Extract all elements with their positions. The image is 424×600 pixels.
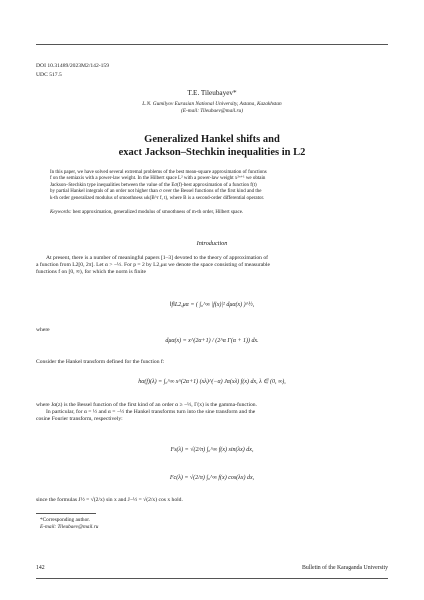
intro-paragraph	[36, 255, 388, 277]
journal-name: Bulletin of the Karaganda University	[302, 565, 388, 571]
abstract-line: k-th order generalized modulus of smoothness ωk(B^r f, t), where B is a second-order differential operator.	[50, 195, 265, 201]
equation-hankel: hα(f)(λ) = ∫₀^∞ x^(2α+1) (xλ)^(−α) Jα(xλ) f(x) dx, λ ∈ (0, ∞),	[138, 379, 286, 385]
affiliation: L.N. Gumilyov Eurasian National University, Astana, Kazakhstan	[142, 101, 282, 107]
where-label-1: where	[36, 327, 50, 333]
abstract-line: In this paper, we have solved several extremal problems of the best mean-square approximation of functions	[50, 170, 267, 175]
paper-title-line1: Generalized Hankel shifts and	[144, 134, 280, 145]
abstract	[50, 170, 374, 202]
top-rule	[36, 44, 388, 45]
email-line: (E-mail: Tileubaev@mail.ru)	[181, 108, 243, 114]
bessel-paragraph	[36, 402, 388, 424]
author: T.E. Tileubayev*	[187, 89, 237, 97]
keywords-label: Keywords:	[50, 210, 72, 215]
doi: DOI 10.31489/2023M2/142-159	[36, 63, 110, 69]
equation-norm: ‖f‖L2,μα = ( ∫₀^∞ |f(x)|² dμα(x) )^½,	[169, 302, 255, 308]
bessel-line: cosine Fourier transform, respectively:	[36, 416, 123, 423]
abstract-line: f on the semiaxis with a power-law weight. In the Hilbert space L² with a power-law weight x²ᵅ⁺¹ we obtain	[50, 176, 266, 182]
bottom-rule	[36, 578, 388, 579]
footnote-corresponding: *Corresponding author.	[40, 517, 91, 523]
equation-cosine: Fc(λ) = √(2/π) ∫₀^∞ f(x) cos(λx) dx,	[169, 475, 255, 481]
keywords	[50, 210, 374, 216]
udc: UDC 517.5	[36, 72, 62, 78]
intro-line: a function from L2[0, 2π]. Let α > −½. For p = 2 by L2,μα we denote the space consisting of measurable	[36, 262, 270, 269]
page-number: 142	[36, 565, 45, 571]
hankel-intro: Consider the Hankel transform defined for the function f:	[36, 359, 165, 365]
bessel-line: where Jα(z) is the Bessel function of the first kind of an order α ≥ −½, Γ(x) is the gamma-function.	[36, 402, 257, 408]
keywords-text: best approximation, generalized modulus of smoothness of m-th order, Hilbert space.	[72, 210, 244, 215]
intro-line: At present, there is a number of meaningful papers [1–3] devoted to the theory of approximation of	[46, 255, 268, 261]
equation-measure: dμα(x) = x^(2α+1) / (2^α Γ(α + 1)) dx.	[165, 338, 259, 344]
abstract-line: Jackson–Stechkin type inequalities between the value of the Eσ(f)-best approximation of a function f(t)	[50, 182, 257, 188]
section-heading: Introduction	[196, 240, 228, 247]
footnote-rule	[36, 513, 96, 514]
bessel-line: In particular, for α = ½ and α = −½ the Hankel transforms turn into the sine transform and the	[46, 409, 256, 416]
paper-title-line2: exact Jackson–Stechkin inequalities in L2	[118, 147, 306, 158]
equation-sine: Fs(λ) = √(2/π) ∫₀^∞ f(x) sin(λx) dx,	[170, 447, 254, 453]
formula-hold-line: since the formulas J½ = √(2/x) sin x and J−½ = √(2/x) cos x hold.	[36, 497, 183, 503]
footnote-email: E-mail: Tileubaev@mail.ru	[40, 524, 99, 530]
intro-line: functions f on [0, ∞), for which the norm is finite	[36, 269, 146, 276]
abstract-line: by partial Hankel integrals of an order not higher than σ over the Bessel functions of the first kind and the	[50, 189, 262, 195]
